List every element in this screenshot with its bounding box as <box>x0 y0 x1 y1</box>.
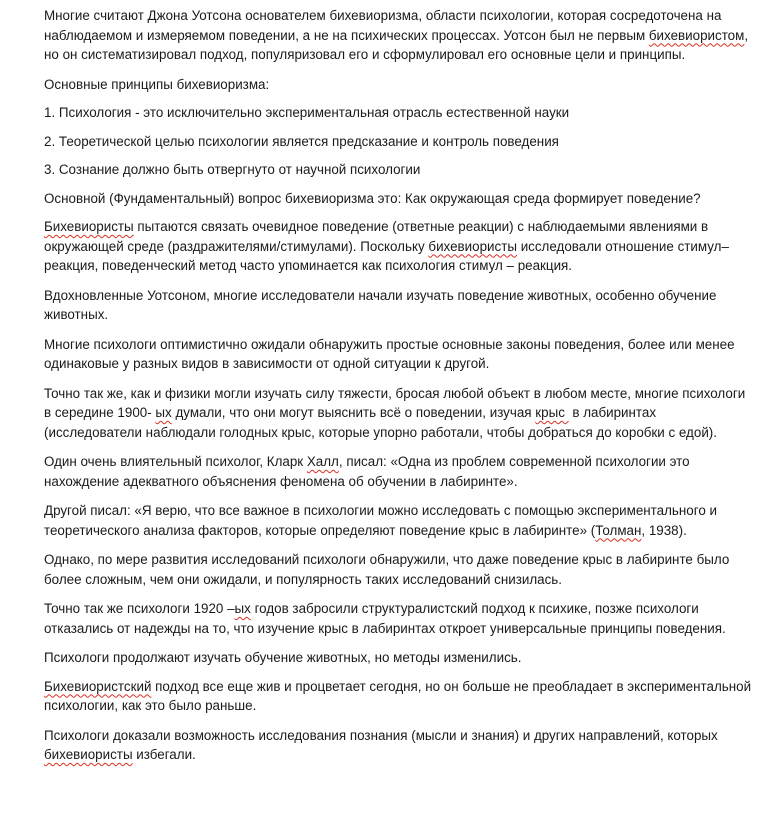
paragraph-text: , писал: «Одна из проблем современной психологии это нахождение адекватного объяснения феномена об обучении в лабиринте». <box>44 454 694 489</box>
paragraph-text: Точно так же, как и физики могли изучать силу тяжести, бросая любой объект в любом месте, многие психологи в середине 1900- <box>44 385 749 420</box>
paragraph-stimulus-response <box>44 217 754 276</box>
spelling-flagged-word[interactable]: ых <box>155 405 172 420</box>
paragraph-text: 2. Теоретической целью психологии является предсказание и контроль поведения <box>44 133 559 149</box>
paragraph-text: Основные принципы бихевиоризма: <box>44 76 270 92</box>
paragraph-text: , но он систематизировал подход, популяризовал его и сформулировал его основные цели и принципы. <box>44 27 752 62</box>
spelling-flagged-word[interactable]: Халл <box>306 454 339 469</box>
paragraph-text: 1. Психология - это исключительно экспериментальная отрасль естественной науки <box>44 105 570 120</box>
paragraph-text: годов забросили структуралистский подход к психике, позже психологи отказались от надежды на то, что изучение крыс в лабиринтах откроет универсальные принципы поведения. <box>44 601 726 636</box>
paragraph-text: думали, что они могут выяснить всё о поведении, изучая <box>171 405 536 420</box>
paragraph-principle-2 <box>44 132 754 152</box>
paragraph-research-decline <box>44 550 754 589</box>
paragraph-text: Основной (Фундаментальный) вопрос бихевиоризма это: Как окружающая среда формирует поведение? <box>44 190 701 206</box>
spelling-flagged-word[interactable]: бихевиористом <box>648 27 745 43</box>
paragraph-text: пытаются связать очевидное поведение (ответные реакции) с наблюдаемыми явлениями в окружающей среде (раздражителями/стимулами). Поскольку <box>44 219 712 254</box>
spelling-flagged-word[interactable]: Толман <box>595 522 642 538</box>
spelling-flagged-word[interactable]: бихевиористы <box>428 238 517 254</box>
paragraph-text: Многие считают Джона Уотсона основателем бихевиоризма, области психологии, которая сосредоточена на наблюдаемом и измеряемом поведении, а не на психических процессах. Уотсон был не первым <box>44 8 726 43</box>
paragraph-main-question <box>44 189 754 209</box>
paragraph-text: в лабиринтах (исследователи наблюдали голодных крыс, которые упорно работали, чтобы добраться до коробки с едой). <box>44 405 717 440</box>
paragraph-text: избегали. <box>132 747 196 762</box>
paragraph-text: Многие психологи оптимистично ожидали обнаружить простые основные законы поведения, более или менее одинаковые у разных видов в зависимости от одной ситуации к другой. <box>44 336 739 371</box>
paragraph-text: Другой писал: «Я верю, что все важное в психологии можно исследовать с помощью экспериментального и теоретического анализа факторов, которые определяют поведение крыс в лабиринте» ( <box>44 503 721 538</box>
paragraph-principles-heading <box>44 75 754 95</box>
paragraph-1920s <box>44 599 754 638</box>
spelling-flagged-word[interactable]: Бихевиористский <box>44 678 152 694</box>
paragraph-tolman-quote <box>44 501 754 540</box>
paragraph-hull-quote <box>44 452 754 491</box>
spelling-flagged-word[interactable]: бихевиористы <box>44 747 133 762</box>
paragraph-laws-of-behavior <box>44 335 754 374</box>
paragraph-text: исследовали отношение стимул–реакция, поведенческий метод часто упоминается как психология стимул – реакция. <box>44 238 729 273</box>
paragraph-text: Точно так же психологи 1920 – <box>44 601 235 616</box>
spelling-flagged-word[interactable]: крыс <box>535 405 569 420</box>
paragraph-text: Один очень влиятельный психолог, Кларк <box>44 454 307 469</box>
spelling-flagged-word[interactable]: Бихевиористы <box>44 219 134 234</box>
paragraph-text: Психологи доказали возможность исследования познания (мысли и знания) и других направлений, которых <box>44 727 722 743</box>
paragraph-principle-1 <box>44 103 754 123</box>
paragraph-text: Однако, по мере развития исследований психологи обнаружили, что даже поведение крыс в лабиринте было более сложным, чем они ожидали, и популярность таких исследований снизилась. <box>44 552 734 587</box>
paragraph-still-alive <box>44 677 754 716</box>
paragraph-cognition <box>44 726 754 765</box>
paragraph-rats-in-mazes <box>44 384 754 443</box>
paragraph-text: Вдохновленные Уотсоном, многие исследователи начали изучать поведение животных, особенно обучение животных. <box>44 287 721 322</box>
paragraph-text: 3. Сознание должно быть отвергнуто от научной психологии <box>44 162 421 177</box>
paragraph-text: подход все еще жив и процветает сегодня, но он больше не преобладает в экспериментальной психологии, как это было раньше. <box>44 678 755 713</box>
paragraph-intro <box>44 6 754 65</box>
spelling-flagged-word[interactable]: ых <box>234 601 251 616</box>
document-page <box>44 6 754 775</box>
paragraph-text: , 1938). <box>641 522 687 538</box>
paragraph-principle-3 <box>44 160 754 180</box>
paragraph-methods-changed <box>44 648 754 668</box>
paragraph-animal-learning <box>44 286 754 325</box>
paragraph-text: Психологи продолжают изучать обучение животных, но методы изменились. <box>44 650 522 665</box>
